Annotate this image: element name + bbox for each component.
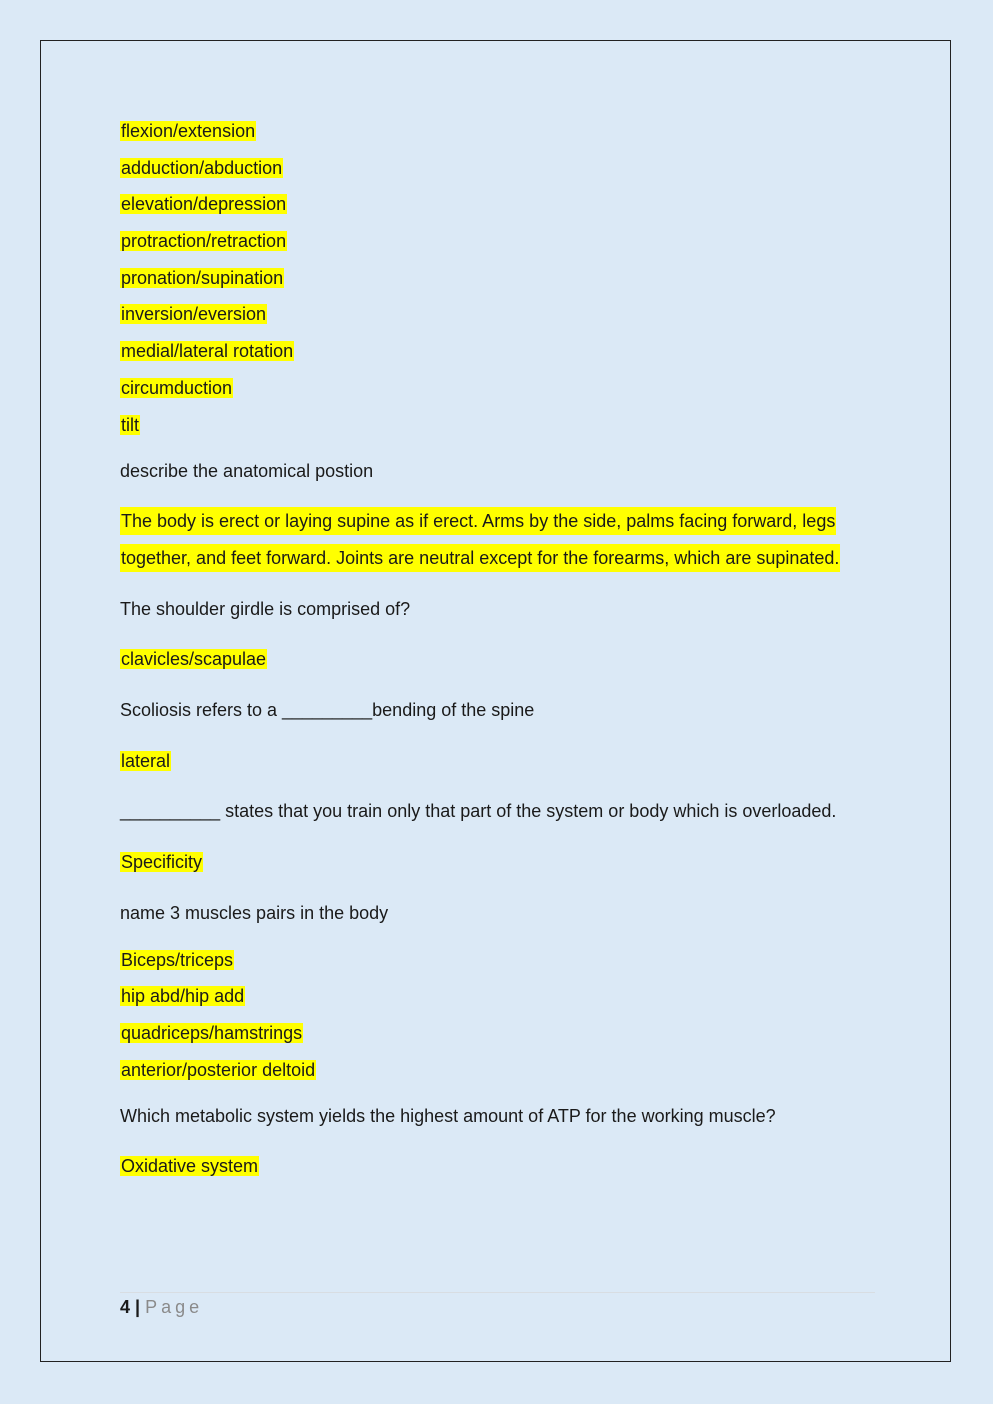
page-number: 4 [120, 1297, 131, 1317]
answer-metabolic-system: Oxidative system [121, 1156, 259, 1177]
question-metabolic-system: Which metabolic system yields the highest amount of ATP for the working muscle? [120, 1105, 776, 1126]
question-shoulder-girdle: The shoulder girdle is comprised of? [120, 598, 411, 619]
movement-list [120, 117, 880, 439]
list-item: Biceps/triceps [121, 949, 234, 970]
list-item: hip abd/hip add [121, 986, 245, 1007]
list-item: protraction/retraction [121, 231, 287, 252]
list-item: flexion/extension [121, 121, 256, 141]
page-footer [120, 1292, 875, 1318]
list-item: tilt [121, 414, 139, 435]
list-item: anterior/posterior deltoid [121, 1059, 316, 1080]
answer-shoulder-girdle: clavicles/scapulae [121, 649, 267, 670]
question-specificity: __________ states that you train only that part of the system or body which is overloaded. [120, 801, 837, 822]
list-item: circumduction [121, 377, 233, 398]
answer-scoliosis: lateral [121, 750, 171, 771]
page-label: Page [145, 1297, 204, 1317]
list-item: adduction/abduction [121, 157, 283, 178]
document-body [120, 117, 880, 1199]
question-anatomical-position: describe the anatomical postion [120, 460, 374, 481]
footer-separator: | [135, 1297, 141, 1317]
list-item: elevation/depression [121, 194, 287, 215]
answer-anatomical-position: The body is erect or laying supine as if erect. Arms by the side, palms facing forward, legs together, and feet forward. Joints are neutral except for the forearms, which are supinated. [120, 503, 880, 576]
list-item: medial/lateral rotation [121, 341, 294, 362]
list-item: inversion/eversion [121, 304, 267, 325]
answer-muscle-pairs [120, 946, 880, 1084]
question-muscle-pairs: name 3 muscles pairs in the body [120, 902, 389, 923]
answer-specificity: Specificity [121, 852, 203, 873]
list-item: pronation/supination [121, 267, 284, 288]
list-item: quadriceps/hamstrings [121, 1022, 303, 1043]
question-scoliosis: Scoliosis refers to a _________bending of the spine [120, 700, 535, 721]
